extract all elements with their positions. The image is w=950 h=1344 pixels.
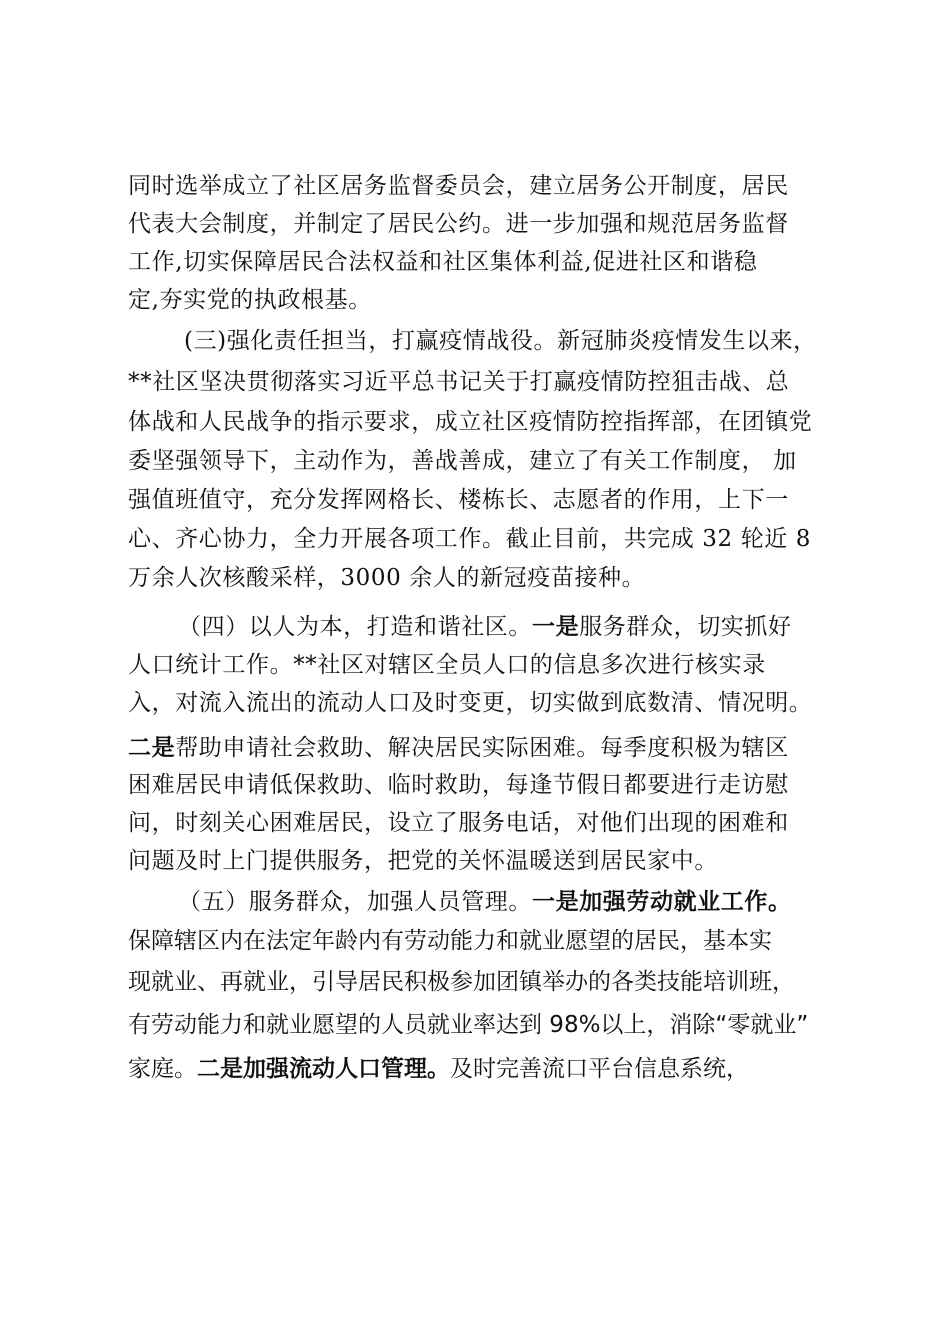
paragraph-4-line-5 <box>128 1052 848 1086</box>
paragraph-4-heading: （五）服务群众，加强人员管理。 <box>178 889 532 915</box>
paragraph-1-line-1: 同时选举成立了社区居务监督委员会，建立居务公开制度，居民 <box>128 173 789 199</box>
paragraph-4-second-point: 二是加强流动人口管理。 <box>197 1056 450 1082</box>
paragraph-4-first-point: 一是加强劳动就业工作。 <box>532 889 792 915</box>
paragraph-2-line-1: (三)强化责任担当，打赢疫情战役。新冠肺炎疫情发生以来， <box>184 328 817 354</box>
paragraph-3-line-1 <box>178 610 848 644</box>
paragraph-4-line-5-text: 及时完善流口平台信息系统， <box>450 1056 749 1082</box>
paragraph-2-line-2: **社区坚决贯彻落实习近平总书记关于打赢疫情防控狙击战、总 <box>128 369 790 395</box>
paragraph-4-line-2: 保障辖区内在法定年龄内有劳动能力和就业愿望的居民，基本实 <box>128 928 772 954</box>
paragraph-3-line-1-text: 服务群众，切实抓好 <box>579 614 792 640</box>
paragraph-1-line-3: 工作,切实保障居民合法权益和社区集体利益,促进社区和谐稳 <box>128 249 758 275</box>
paragraph-2-line-5: 强值班值守，充分发挥网格长、楼栋长、志愿者的作用，上下一 <box>128 487 789 513</box>
paragraph-3-first-point-marker: 一是 <box>532 614 580 640</box>
paragraph-3-line-4 <box>128 731 848 765</box>
paragraph-4-line-3: 现就业、再就业，引导居民积极参加团镇举办的各类技能培训班， <box>128 969 795 995</box>
paragraph-3-line-6: 问，时刻关心困难居民，设立了服务电话，对他们出现的困难和 <box>128 810 789 836</box>
paragraph-1-line-4: 定,夯实党的执政根基。 <box>128 287 372 313</box>
paragraph-1-line-2: 代表大会制度，并制定了居民公约。进一步加强和规范居务监督 <box>128 211 789 237</box>
paragraph-2-line-4: 委坚强领导下，主动作为，善战善成，建立了有关工作制度， 加 <box>128 448 797 474</box>
paragraph-3-heading: （四）以人为本，打造和谐社区。 <box>178 614 532 640</box>
paragraph-3-line-4-text: 帮助申请社会救助、解决居民实际困难。每季度积极为辖区 <box>175 735 789 761</box>
paragraph-3-line-2: 人口统计工作。**社区对辖区全员人口的信息多次进行核实录 <box>128 652 766 678</box>
paragraph-3-line-3: 入，对流入流出的流动人口及时变更，切实做到底数清、情况明。 <box>128 690 813 716</box>
paragraph-2-line-3: 体战和人民战争的指示要求，成立社区疫情防控指挥部，在团镇党 <box>128 409 813 435</box>
paragraph-4-line-1 <box>178 885 848 919</box>
paragraph-3-line-7: 问题及时上门提供服务，把党的关怀温暖送到居民家中。 <box>128 848 718 874</box>
paragraph-2-line-7: 万余人次核酸采样，3000 余人的新冠疫苗接种。 <box>128 565 646 591</box>
paragraph-3-line-5: 困难居民申请低保救助、临时救助，每逢节假日都要进行走访慰 <box>128 772 789 798</box>
paragraph-4-line-4: 有劳动能力和就业愿望的人员就业率达到 98%以上，消除“零就业” <box>128 1012 809 1038</box>
paragraph-2-line-6: 心、齐心协力，全力开展各项工作。截止目前，共完成 32 轮近 8 <box>128 526 812 552</box>
paragraph-3-second-point-marker: 二是 <box>128 735 176 761</box>
paragraph-4-line-5-start: 家庭。 <box>128 1056 197 1082</box>
